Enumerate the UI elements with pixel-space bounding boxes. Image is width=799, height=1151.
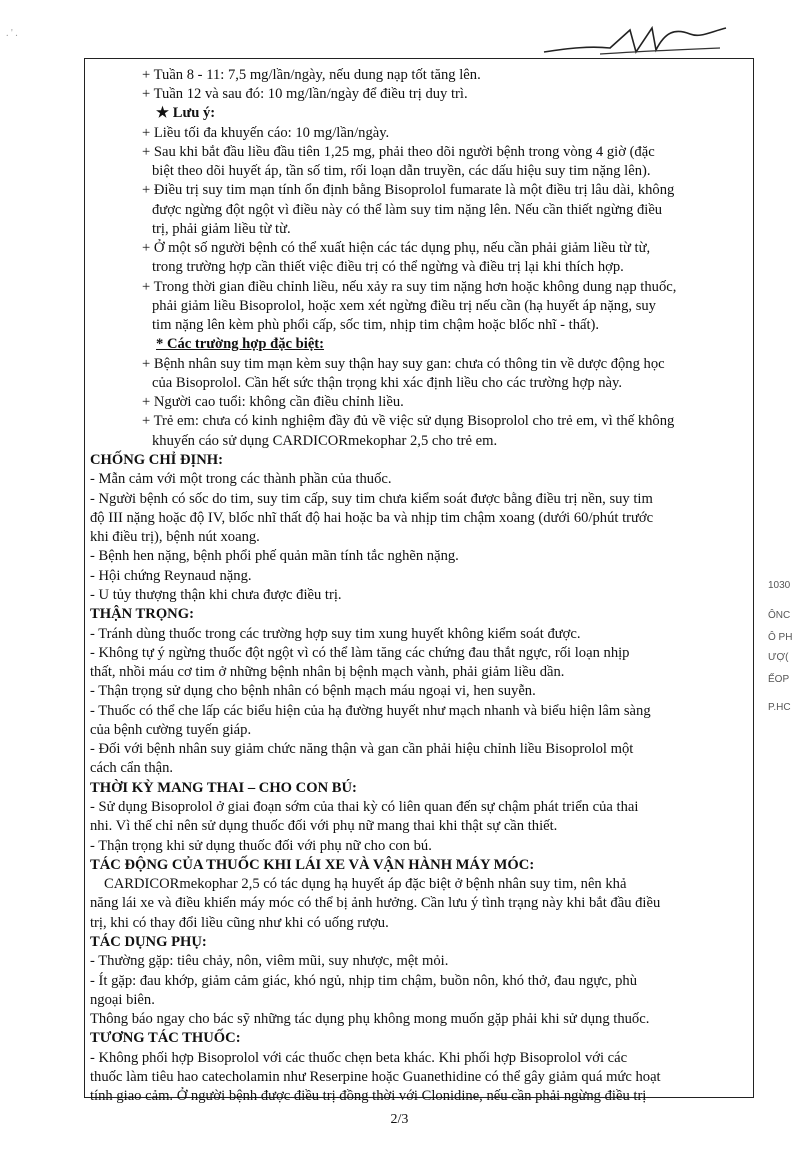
section-heading: * Các trường hợp đặc biệt: bbox=[156, 336, 325, 352]
text-line: + Tuần 12 và sau đó: 10 mg/lần/ngày để điều trị duy trì. bbox=[142, 86, 468, 102]
text-line: năng lái xe và điều khiển máy móc có thể bị ảnh hưởng. Cần lưu ý tình trạng này khi bắt đầu điều bbox=[90, 895, 661, 911]
section-heading: THỜI KỲ MANG THAI – CHO CON BÚ: bbox=[90, 780, 357, 796]
text-line: tim nặng lên kèm phù phổi cấp, sốc tim, nhịp tim chậm hoặc blốc nhĩ - thất). bbox=[152, 317, 600, 333]
text-line: + Điều trị suy tim mạn tính ổn định bằng Bisoprolol fumarate là một điều trị lâu dài, không bbox=[142, 182, 675, 198]
edge-fragment: P.HC bbox=[768, 702, 791, 713]
text-line: phải giảm liều Bisoprolol, hoặc xem xét ngừng điều trị nếu cần (hạ huyết áp nặng, suy bbox=[152, 298, 656, 314]
handwritten-signature bbox=[540, 18, 730, 62]
text-line: + Trẻ em: chưa có kinh nghiệm đầy đủ về việc sử dụng Bisoprolol cho trẻ em, vì thế không bbox=[142, 413, 675, 429]
text-line: + Bệnh nhân suy tim mạn kèm suy thận hay suy gan: chưa có thông tin về dược động học bbox=[142, 356, 665, 372]
text-line: của bệnh cường tuyến giáp. bbox=[90, 722, 252, 738]
text-line: biệt theo dõi huyết áp, tần số tim, rối loạn dẫn truyền, các dấu hiệu suy tim nặng lên). bbox=[152, 163, 651, 179]
text-line: + Tuần 8 - 11: 7,5 mg/lần/ngày, nếu dung nạp tốt tăng lên. bbox=[142, 67, 481, 83]
text-line: - Không phối hợp Bisoprolol với các thuốc chẹn beta khác. Khi phối hợp Bisoprolol với các bbox=[90, 1050, 628, 1066]
section-heading: TƯƠNG TÁC THUỐC: bbox=[90, 1030, 241, 1046]
text-line: - Tránh dùng thuốc trong các trường hợp suy tim xung huyết không kiểm soát được. bbox=[90, 626, 581, 642]
text-line: thất, nhồi máu cơ tim ở những bệnh nhân bị bệnh mạch vành, phải giảm liều dần. bbox=[90, 664, 565, 680]
text-line: của Bisoprolol. Cần hết sức thận trọng khi xác định liều cho các trường hợp này. bbox=[152, 375, 623, 391]
section-heading: ★ Lưu ý: bbox=[156, 105, 216, 121]
adjacent-page-edge bbox=[764, 570, 799, 730]
edge-fragment: Ô PH bbox=[768, 632, 793, 643]
text-line: ngoại biên. bbox=[90, 992, 155, 1008]
text-line: - Thận trọng sử dụng cho bệnh nhân có bệnh mạch máu ngoại vi, hen suyễn. bbox=[90, 683, 536, 699]
text-line: trị, khi có thay đổi liều cũng như khi có uống rượu. bbox=[90, 915, 389, 931]
text-line: - Thận trọng khi sử dụng thuốc đối với phụ nữ cho con bú. bbox=[90, 838, 432, 854]
text-line: - Hội chứng Reynaud nặng. bbox=[90, 568, 252, 584]
edge-fragment: ƯỢ( bbox=[768, 652, 789, 663]
text-line: + Người cao tuổi: không cần điều chỉnh liều. bbox=[142, 394, 404, 410]
text-line: - Ít gặp: đau khớp, giảm cảm giác, khó ngủ, nhịp tim chậm, buồn nôn, khó thở, đau ngực, phù bbox=[90, 973, 638, 989]
text-line: trong trường hợp cần thiết việc điều trị có thể ngừng và điều trị lại khi thích hợp. bbox=[152, 259, 624, 275]
text-line: khuyến cáo sử dụng CARDICORmekophar 2,5 cho trẻ em. bbox=[152, 433, 498, 449]
text-line: + Liều tối đa khuyến cáo: 10 mg/lần/ngày. bbox=[142, 125, 390, 141]
text-line: độ III nặng hoặc độ IV, blốc nhĩ thất độ hai hoặc ba và nhịp tim chậm xoang (dưới 60/phút trước bbox=[90, 510, 654, 526]
text-line: + Ở một số người bệnh có thể xuất hiện các tác dụng phụ, nếu cần phải giảm liều từ từ, bbox=[142, 240, 651, 256]
edge-fragment: 1030 bbox=[768, 580, 791, 591]
section-heading: THẬN TRỌNG: bbox=[90, 606, 194, 622]
text-line: - Sử dụng Bisoprolol ở giai đoạn sớm của thai kỳ có liên quan đến sự chậm phát triển của thai bbox=[90, 799, 639, 815]
page-number: 2/3 bbox=[390, 1112, 409, 1127]
scan-marks: . ' . bbox=[6, 28, 18, 39]
section-heading: CHỐNG CHỈ ĐỊNH: bbox=[90, 452, 223, 468]
section-heading: TÁC ĐỘNG CỦA THUỐC KHI LÁI XE VÀ VẬN HÀNH MÁY MÓC: bbox=[90, 857, 535, 873]
text-line: - Không tự ý ngừng thuốc đột ngột vì có thể làm tăng các chứng đau thắt ngực, rối loạn nhịp bbox=[90, 645, 630, 661]
edge-fragment: ẾOP bbox=[768, 674, 790, 685]
text-line: khi điều trị), bệnh nút xoang. bbox=[90, 529, 260, 545]
text-line: nhi. Vì thế chỉ nên sử dụng thuốc đối với phụ nữ mang thai khi thật sự cần thiết. bbox=[90, 818, 558, 834]
text-line: Thông báo ngay cho bác sỹ những tác dụng phụ không mong muốn gặp phải khi sử dụng thuốc. bbox=[90, 1011, 650, 1027]
edge-fragment: ÔNC bbox=[768, 610, 791, 621]
text-line: + Sau khi bắt đầu liều đầu tiên 1,25 mg, phải theo dõi người bệnh trong vòng 4 giờ (đặc bbox=[142, 144, 655, 160]
text-line: - Đối với bệnh nhân suy giảm chức năng thận và gan cần phải hiệu chỉnh liều Bisoprolol một bbox=[90, 741, 634, 757]
text-line: cách cẩn thận. bbox=[90, 760, 174, 776]
text-line: - Bệnh hen nặng, bệnh phổi phế quản mãn tính tắc nghẽn nặng. bbox=[90, 548, 459, 564]
text-line: trị, phải giảm liều từ từ. bbox=[152, 221, 291, 237]
section-heading: TÁC DỤNG PHỤ: bbox=[90, 934, 207, 950]
text-line: được ngừng đột ngột vì điều này có thể làm suy tim nặng lên. Nếu cần thiết ngừng điều bbox=[152, 202, 663, 218]
text-line: - Thuốc có thể che lấp các biểu hiện của hạ đường huyết như mạch nhanh và biểu hiện lâm sàng bbox=[90, 703, 651, 719]
text-line: - U tủy thượng thận khi chưa được điều trị. bbox=[90, 587, 342, 603]
text-line: thuốc làm tiêu hao catecholamin như Reserpine hoặc Guanethidine có thể gây giảm quá mức hoạt bbox=[90, 1069, 661, 1085]
text-line: - Thường gặp: tiêu chảy, nôn, viêm mũi, suy nhược, mệt mỏi. bbox=[90, 953, 449, 969]
text-line: tính giao cảm. Ở người bệnh được điều trị đồng thời với Clonidine, nếu cần phải ngừng điều trị bbox=[90, 1088, 647, 1104]
text-line: CARDICORmekophar 2,5 có tác dụng hạ huyết áp đặc biệt ở bệnh nhân suy tim, nên khả bbox=[104, 876, 627, 892]
text-line: - Mẫn cảm với một trong các thành phần của thuốc. bbox=[90, 471, 392, 487]
text-line: - Người bệnh có sốc do tim, suy tim cấp, suy tim chưa kiểm soát được bằng điều trị nền, suy tim bbox=[90, 491, 653, 507]
text-line: + Trong thời gian điều chỉnh liều, nếu xảy ra suy tim nặng hơn hoặc không dung nạp thuốc, bbox=[142, 279, 677, 295]
